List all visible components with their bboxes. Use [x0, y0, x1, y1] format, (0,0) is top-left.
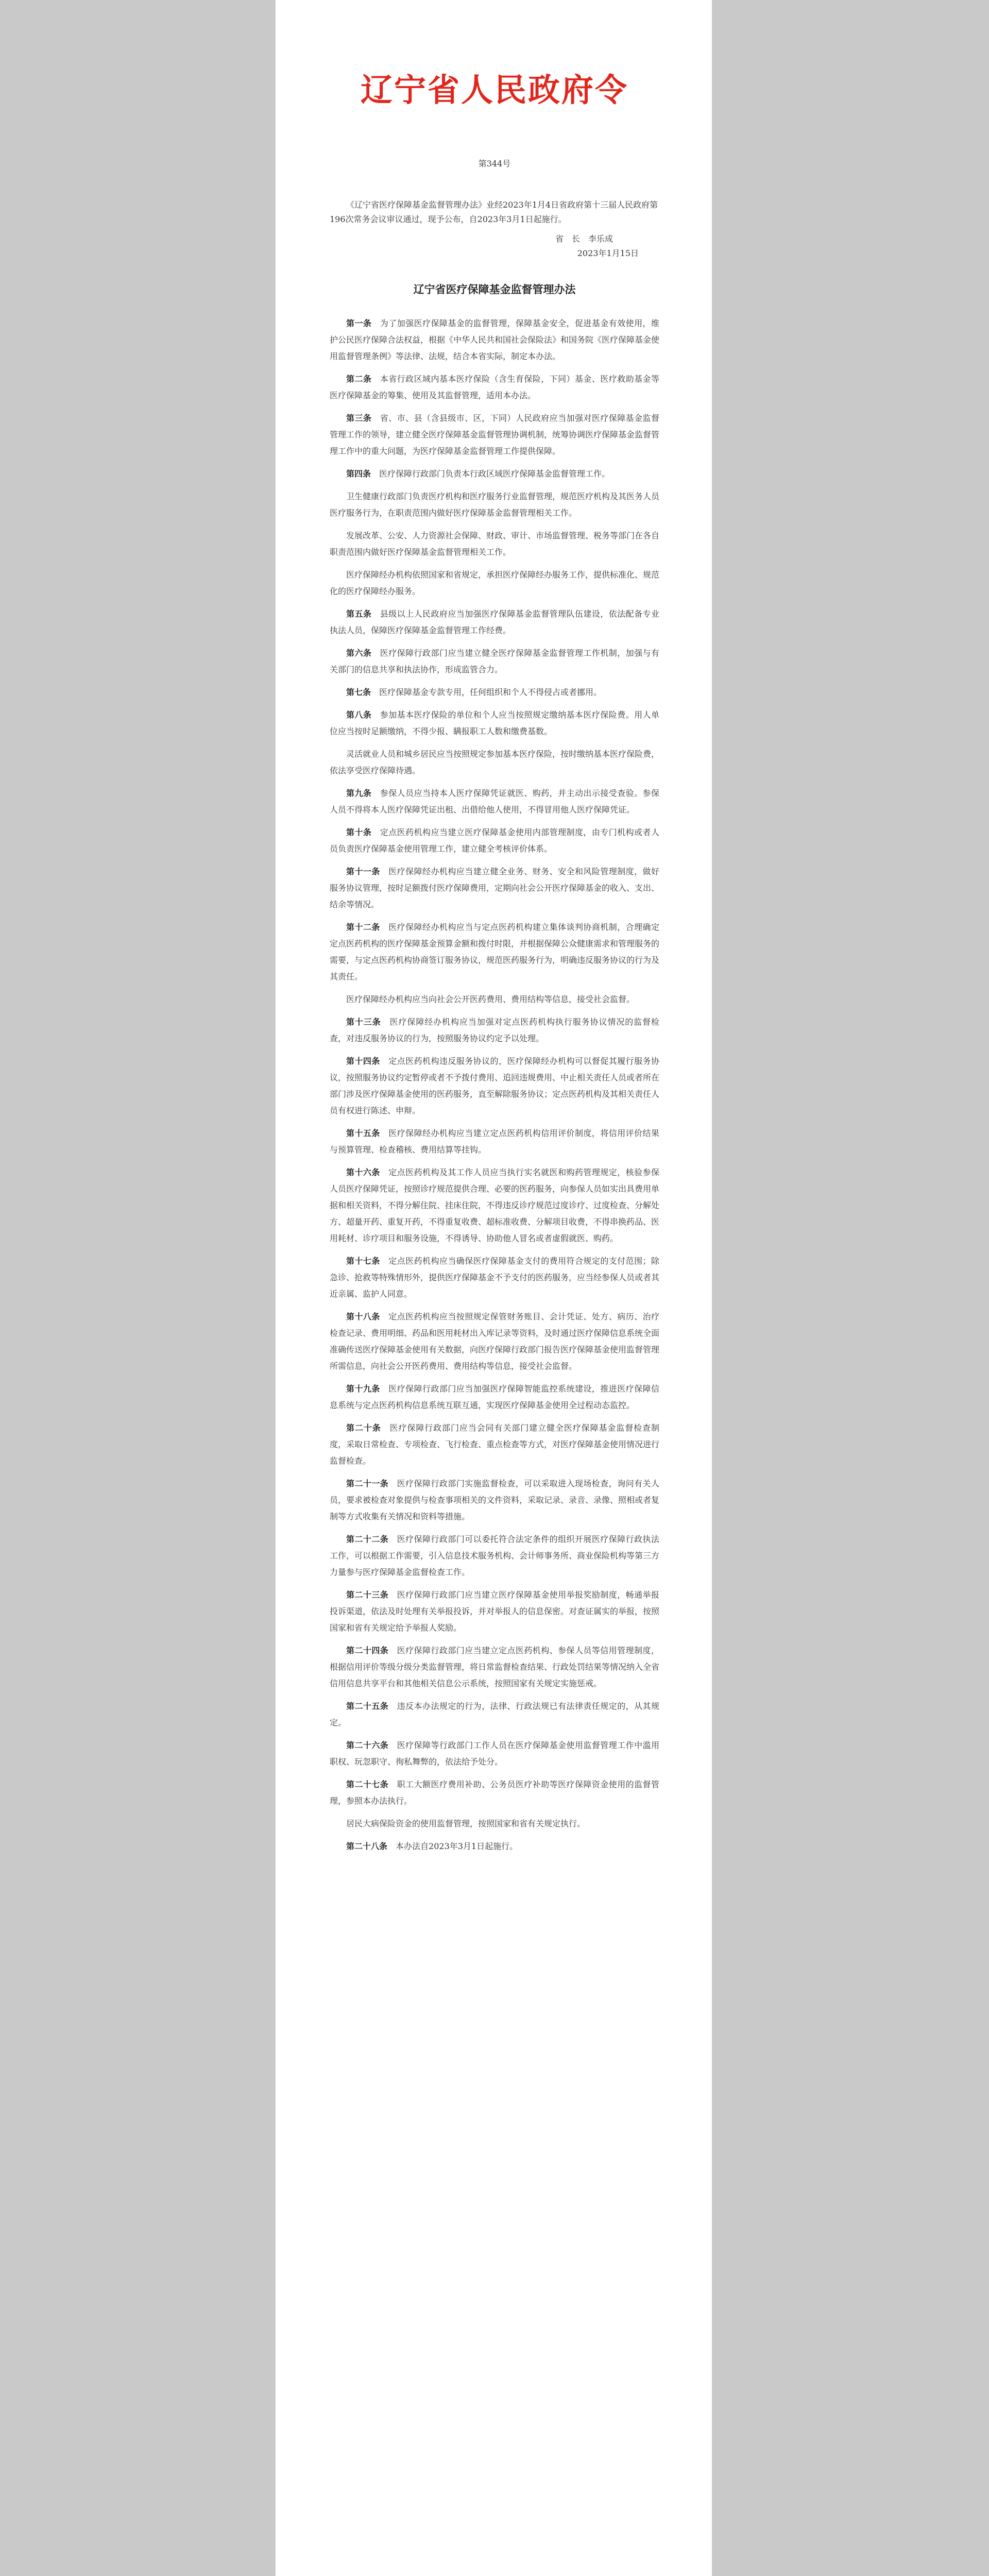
law-title: 辽宁省医疗保障基金监督管理办法	[413, 283, 576, 296]
article-text: 卫生健康行政部门负责医疗机构和医疗服务行业监督管理，规范医疗机构及其医务人员医疗服务行为，在职责范围内做好医疗保障基金监督管理相关工作。	[330, 492, 660, 518]
article-paragraph	[330, 1164, 659, 1247]
article-number: 第一条	[346, 318, 372, 328]
article-paragraph	[330, 645, 659, 678]
article-number: 第五条	[346, 609, 372, 619]
article-text: 医疗保障经办机构应当加强对定点医药机构执行服务协议情况的监督检查，对违反服务协议的行为，按照服务协议约定予以处理。	[330, 1017, 659, 1043]
article-text: 参保人员应当持本人医疗保障凭证就医、购药，并主动出示接受查验。参保人员不得将本人医疗保障凭证出租、出借给他人使用，不得冒用他人医疗保障凭证。	[330, 788, 659, 815]
article-number: 第二十八条	[346, 1841, 388, 1851]
article-text: 医疗保障行政部门实施监督检查，可以采取进入现场检查，询问有关人员，要求被检查对象提供与检查事项相关的文件资料，采取记录、录音、录像、照相或者复制等方式收集有关情况和资料等措施。	[330, 1479, 660, 1521]
article-paragraph	[330, 1053, 659, 1119]
article-text: 医疗保障行政部门应当建立医疗保障基金使用举报奖励制度，畅通举报投诉渠道，依法及时处理有关举报投诉，并对举报人的信息保密。对查证属实的举报，按照国家和省有关规定给予举报人奖励。	[330, 1590, 660, 1633]
article-text: 医疗保障经办机构应当建立健全业务、财务、安全和风险管理制度，做好服务协议管理，按时足额拨付医疗保障费用，定期向社会公开医疗保障基金的收入、支出、结余等情况。	[330, 867, 660, 909]
article-paragraph	[330, 1776, 659, 1809]
document-content	[330, 70, 659, 1861]
article-paragraph	[330, 919, 659, 985]
article-number: 第十八条	[346, 1312, 380, 1321]
article-paragraph	[330, 488, 659, 521]
article-number: 第八条	[346, 710, 372, 720]
article-text: 医疗保障经办机构依照国家和省规定，承担医疗保障经办服务工作，提供标准化、规范化的医疗保障经办服务。	[330, 570, 660, 596]
article-text: 居民大病保险资金的使用监督管理，按照国家和省有关规定执行。	[346, 1819, 586, 1828]
article-paragraph	[330, 410, 659, 460]
decree-intro: 《辽宁省医疗保障基金监督管理办法》业经2023年1月4日省政府第十三届人民政府第196次常务会议审议通过，现予公布，自2023年3月1日起施行。	[330, 200, 658, 224]
article-number: 第十一条	[346, 867, 380, 876]
articles-list	[330, 315, 659, 1855]
article-text: 本办法自2023年3月1日起施行。	[396, 1841, 518, 1851]
article-paragraph	[330, 1737, 659, 1770]
article-text: 医疗保障行政部门应当建立定点医药机构、参保人员等信用管理制度，根据信用评价等级分级分类监督管理，将日常监督检查结果、行政处罚结果等情况纳入全省信用信息共享平台和其他相关信息公示系统，按照国家有关规定实施惩戒。	[330, 1646, 660, 1688]
article-paragraph	[330, 466, 659, 482]
article-paragraph	[330, 1838, 659, 1855]
article-number: 第二十四条	[346, 1646, 389, 1655]
article-paragraph	[330, 1253, 659, 1302]
article-number: 第十五条	[346, 1128, 380, 1138]
article-number: 第二十五条	[346, 1701, 389, 1711]
article-number: 第二十三条	[346, 1590, 389, 1600]
government-decree-title: 辽宁省人民政府令	[360, 71, 628, 109]
article-paragraph	[330, 1420, 659, 1469]
article-paragraph	[330, 785, 659, 818]
article-paragraph	[330, 1125, 659, 1158]
article-text: 医疗保障行政部门应当建立健全医疗保障基金监督管理工作机制，加强与有关部门的信息共享和执法协作，形成监管合力。	[330, 648, 659, 674]
article-number: 第三条	[346, 413, 372, 423]
article-text: 为了加强医疗保障基金的监督管理，保障基金安全，促进基金有效使用，维护公民医疗保障合法权益，根据《中华人民共和国社会保险法》和国务院《医疗保障基金使用监督管理条例》等法律、法规，结合本省实际，制定本办法。	[330, 318, 660, 361]
article-paragraph	[330, 1698, 659, 1731]
article-number: 第十七条	[346, 1256, 380, 1266]
article-number: 第十二条	[346, 922, 380, 932]
decree-number: 第344号	[478, 159, 511, 168]
article-text: 医疗保障行政部门负责本行政区域医疗保障基金监督管理工作。	[379, 469, 610, 479]
article-text: 定点医药机构违反服务协议的，医疗保障经办机构可以督促其履行服务协议，按照服务协议约定暂停或者不予拨付费用、追回违规费用、中止相关责任人员或者所在部门涉及医疗保障基金使用的医药服务，直至解除服务协议；定点医药机构及其相关责任人员有权进行陈述、申辩。	[330, 1056, 660, 1115]
article-number: 第十三条	[346, 1017, 381, 1027]
article-paragraph	[330, 567, 659, 600]
article-paragraph	[330, 1587, 659, 1636]
article-number: 第九条	[346, 788, 372, 798]
article-paragraph	[330, 707, 659, 740]
article-number: 第二十一条	[346, 1479, 389, 1488]
article-text: 医疗保障行政部门应当会同有关部门建立健全医疗保障基金监督检查制度，采取日常检查、专项检查、飞行检查、重点检查等方式，对医疗保障基金使用情况进行监督检查。	[330, 1423, 660, 1466]
article-paragraph	[330, 1014, 659, 1047]
article-number: 第二十二条	[346, 1534, 389, 1544]
article-text: 定点医药机构及其工作人员应当执行实名就医和购药管理规定，核验参保人员医疗保障凭证，按照诊疗规范提供合理、必要的医药服务，向参保人员如实出具费用单据和相关资料，不得分解住院、挂床住院，不得违反诊疗规范过度诊疗、过度检查、分解处方、超量开药、重复开药，不得重复收费、超标准收费、分解项目收费，不得串换药品、医用耗材、诊疗项目和服务设施，不得诱导、协助他人冒名或者虚假就医、购药。	[330, 1167, 660, 1243]
issue-date: 2023年1月15日	[577, 248, 639, 258]
article-paragraph	[330, 684, 659, 701]
article-number: 第十四条	[346, 1056, 380, 1066]
article-text: 定点医药机构应当按照规定保管财务账目、会计凭证、处方、病历、治疗检查记录、费用明细、药品和医用耗材出入库记录等资料，及时通过医疗保障信息系统全面准确传送医疗保障基金使用有关数据，向医疗保障行政部门报告医疗保障基金使用监督管理所需信息，向社会公开医药费用、费用结构等信息，接受社会监督。	[330, 1312, 660, 1371]
article-paragraph	[330, 863, 659, 913]
article-text: 医疗保障基金专款专用，任何组织和个人不得侵占或者挪用。	[379, 687, 602, 697]
article-paragraph	[330, 746, 659, 779]
article-number: 第十九条	[346, 1384, 380, 1394]
article-paragraph	[330, 315, 659, 365]
article-text: 县级以上人民政府应当加强医疗保障基金监督管理队伍建设，依法配备专业执法人员，保障医疗保障基金监督管理工作经费。	[330, 609, 659, 635]
article-paragraph	[330, 991, 659, 1008]
article-paragraph	[330, 1642, 659, 1692]
article-text: 职工大额医疗费用补助、公务员医疗补助等医疗保障资金使用的监督管理，参照本办法执行。	[330, 1780, 659, 1806]
article-text: 灵活就业人员和城乡居民应当按照规定参加基本医疗保险，按时缴纳基本医疗保险费，依法享受医疗保障待遇。	[330, 749, 660, 775]
article-paragraph	[330, 824, 659, 857]
article-paragraph	[330, 371, 659, 404]
article-number: 第四条	[346, 469, 371, 479]
article-number: 第十六条	[346, 1167, 380, 1177]
article-paragraph	[330, 1816, 659, 1832]
article-text: 发展改革、公安、人力资源社会保障、财政、审计、市场监督管理、税务等部门在各自职责范围内做好医疗保障基金监督管理相关工作。	[330, 531, 660, 557]
document-page	[276, 0, 712, 2576]
article-number: 第二十条	[346, 1423, 381, 1433]
article-number: 第二条	[346, 374, 372, 384]
article-text: 省、市、县（含县级市、区，下同）人民政府应当加强对医疗保障基金监督管理工作的领导，建立健全医疗保障基金监督管理协调机制，统筹协调医疗保障基金监督管理工作中的重大问题，为医疗保障基金监督管理工作提供保障。	[330, 413, 660, 456]
article-paragraph	[330, 1381, 659, 1414]
article-text: 医疗保障经办机构应当建立定点医药机构信用评价制度，将信用评价结果与预算管理、检查稽核、费用结算等挂钩。	[330, 1128, 659, 1155]
article-text: 定点医药机构应当建立医疗保障基金使用内部管理制度，由专门机构或者人员负责医疗保障基金使用管理工作，建立健全考核评价体系。	[330, 827, 659, 854]
article-paragraph	[330, 528, 659, 561]
article-number: 第六条	[346, 648, 372, 658]
article-number: 第十条	[346, 827, 372, 837]
article-text: 医疗保障经办机构应当向社会公开医药费用、费用结构等信息，接受社会监督。	[346, 994, 635, 1004]
article-paragraph	[330, 606, 659, 639]
article-text: 医疗保障行政部门可以委托符合法定条件的组织开展医疗保障行政执法工作，可以根据工作需要，引入信息技术服务机构、会计师事务所、商业保险机构等第三方力量参与医疗保障基金监督检查工作。	[330, 1534, 660, 1577]
article-text: 医疗保障等行政部门工作人员在医疗保障基金使用监督管理工作中滥用职权、玩忽职守、徇私舞弊的，依法给予处分。	[330, 1740, 659, 1767]
article-text: 违反本办法规定的行为，法律、行政法规已有法律责任规定的，从其规定。	[330, 1701, 659, 1727]
article-paragraph	[330, 1309, 659, 1375]
article-text: 医疗保障行政部门应当加强医疗保障智能监控系统建设，推进医疗保障信息系统与定点医药机构信息系统互联互通，实现医疗保障基金使用全过程动态监控。	[330, 1384, 659, 1410]
article-paragraph	[330, 1531, 659, 1581]
article-text: 参加基本医疗保险的单位和个人应当按照规定缴纳基本医疗保险费。用人单位应当按时足额缴纳，不得少报、瞒报职工人数和缴费基数。	[330, 710, 659, 736]
article-number: 第二十六条	[346, 1740, 389, 1750]
article-number: 第二十七条	[346, 1780, 389, 1789]
article-paragraph	[330, 1476, 659, 1525]
article-text: 医疗保障经办机构应当与定点医药机构建立集体谈判协商机制，合理确定定点医药机构的医疗保障基金预算金额和拨付时限，并根据保障公众健康需求和管理服务的需要，与定点医药机构协商签订服务协议，规范医药服务行为，明确违反服务协议的行为及其责任。	[330, 922, 660, 981]
article-text: 定点医药机构应当确保医疗保障基金支付的费用符合规定的支付范围；除急诊、抢救等特殊情形外，提供医疗保障基金不予支付的医药服务，应当经参保人员或者其近亲属、监护人同意。	[330, 1256, 660, 1299]
signer: 省 长 李乐成	[555, 234, 613, 244]
article-number: 第七条	[346, 687, 371, 697]
article-text: 本省行政区域内基本医疗保险（含生育保险，下同）基金、医疗救助基金等医疗保障基金的筹集、使用及其监督管理，适用本办法。	[330, 374, 659, 400]
